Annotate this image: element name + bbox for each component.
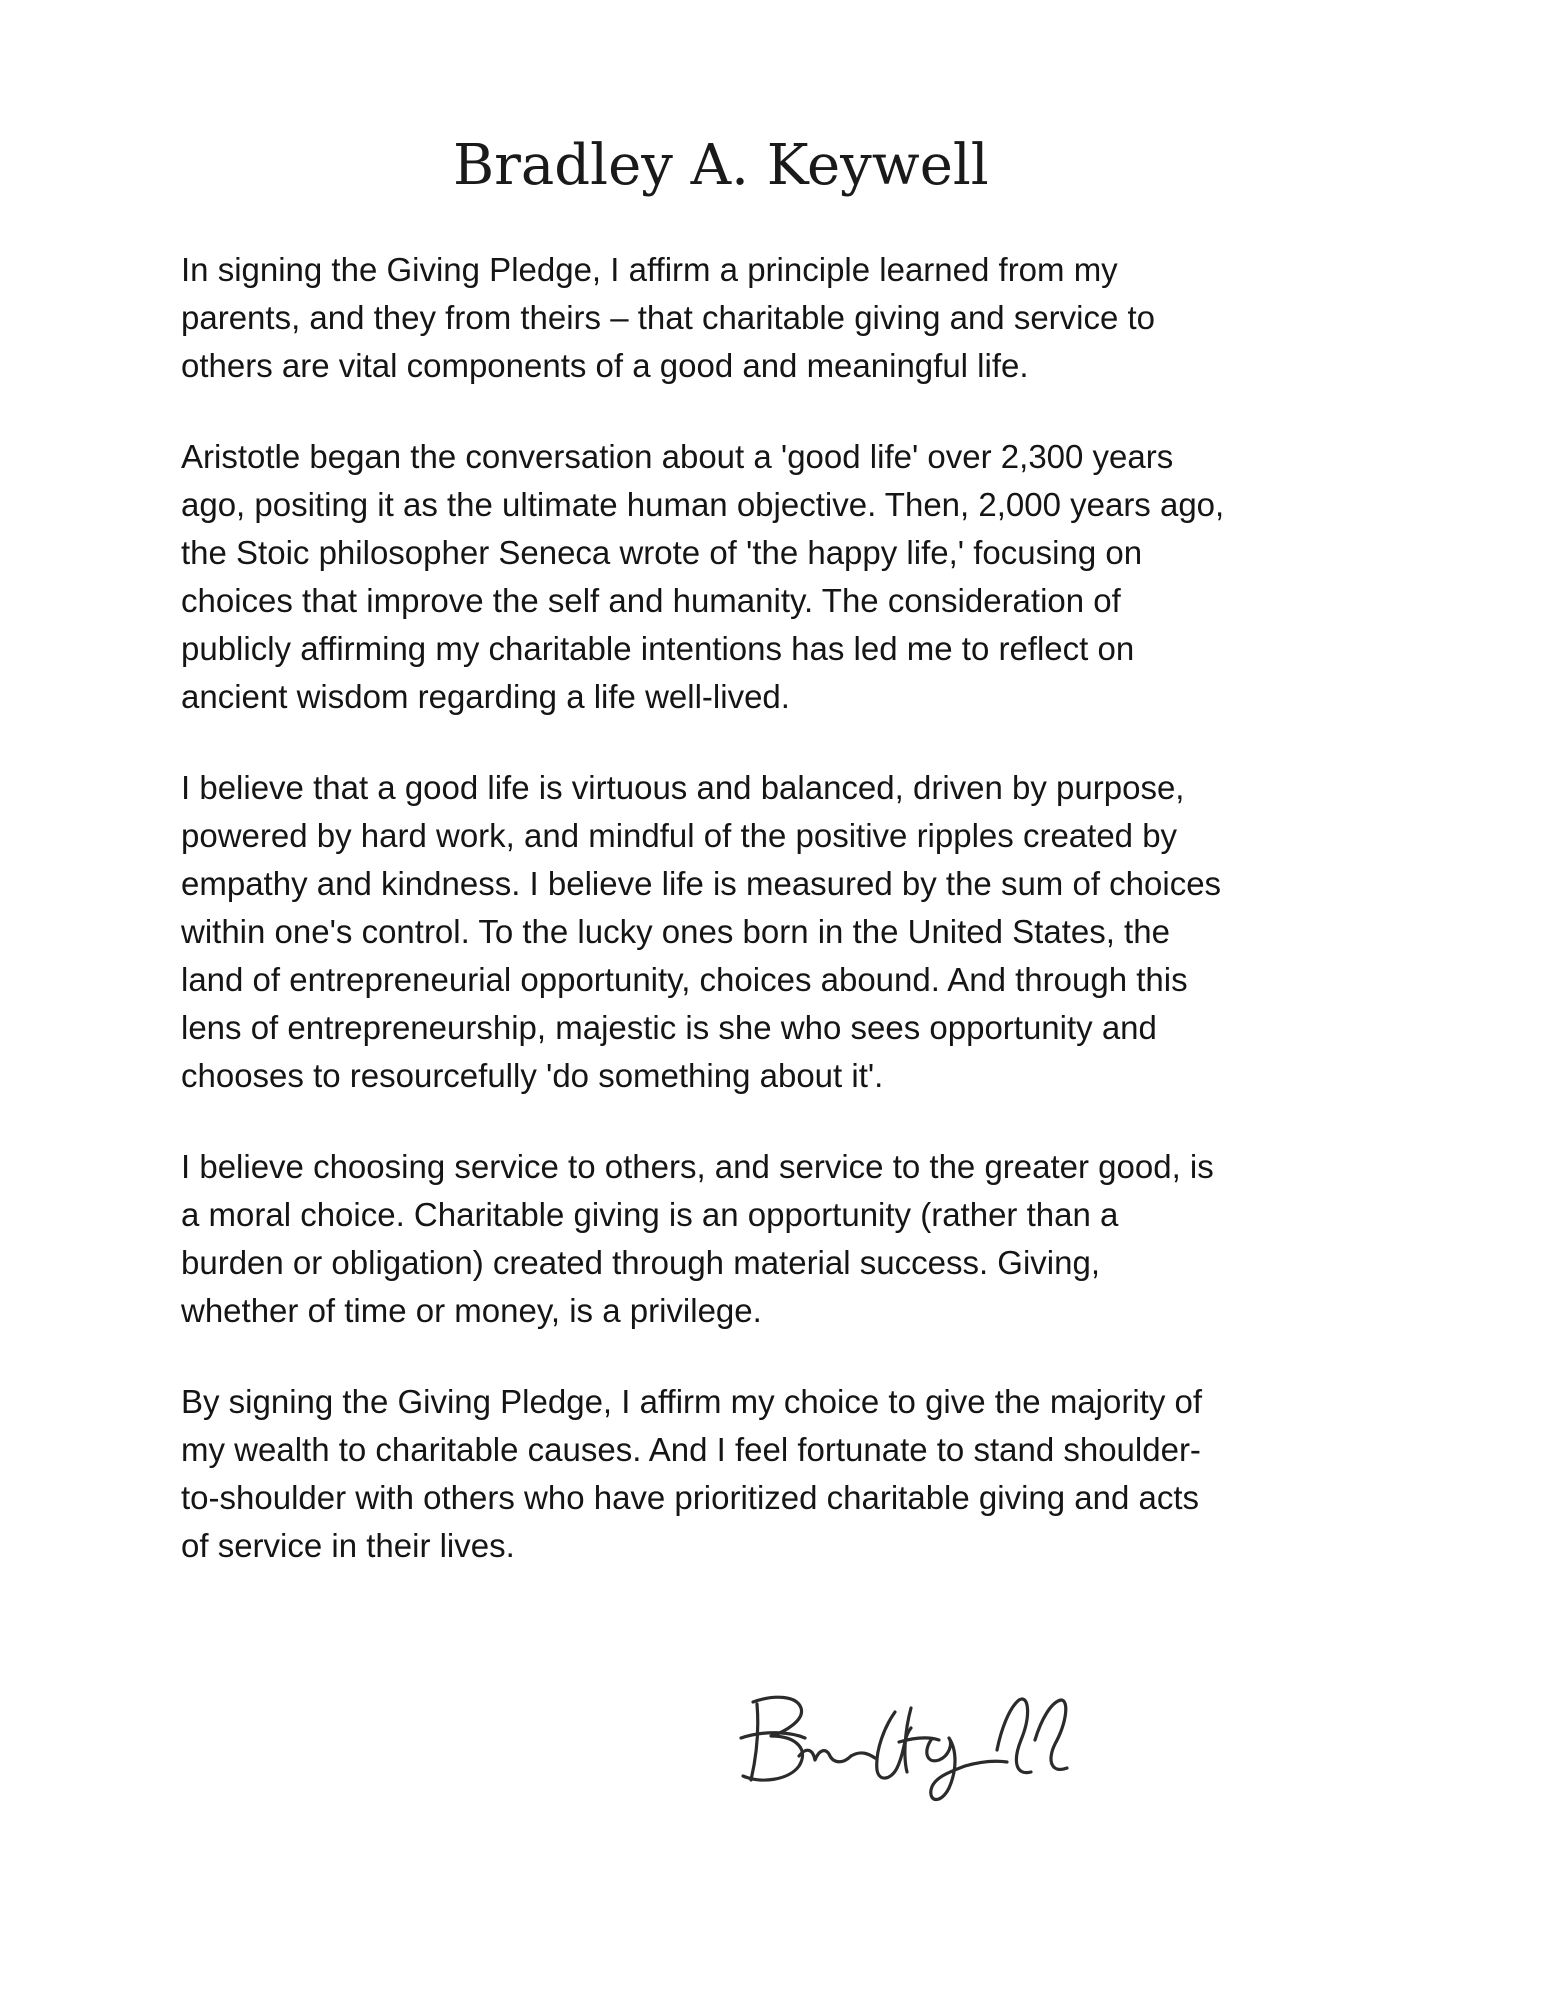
paragraph-5: By signing the Giving Pledge, I affirm my choice to give the majority of my wealth to charitable causes. And I feel fortunate to stand shoulder- to-shoulder with others who have prioritized charitable giving and acts of service in their lives. (181, 1383, 1203, 1564)
letter-body (181, 246, 1381, 1570)
signature-icon (735, 1680, 1075, 1820)
letter-title: Bradley A. Keywell (453, 133, 989, 198)
paragraph-3: I believe that a good life is virtuous and balanced, driven by purpose, powered by hard work, and mindful of the positive ripples created by empathy and kindness. I believe life is measured by the sum of choices within one's control. To the lucky ones born in the United States, the land of entrepreneurial opportunity, choices abound. And through this lens of entrepreneurship, majestic is she who sees opportunity and chooses to resourcefully 'do something about it'. (181, 769, 1222, 1094)
paragraph-1: In signing the Giving Pledge, I affirm a principle learned from my parents, and they from theirs – that charitable giving and service to others are vital components of a good and meaningful life. (181, 251, 1156, 384)
paragraph-2: Aristotle began the conversation about a 'good life' over 2,300 years ago, positing it as the ultimate human objective. Then, 2,000 years ago, the Stoic philosopher Seneca wrote of 'the happy life,' focusing on choices that improve the self and humanity. The consideration of publicly affirming my charitable intentions has led me to reflect on ancient wisdom regarding a life well-lived. (181, 438, 1225, 715)
paragraph-4: I believe choosing service to others, and service to the greater good, is a moral choice. Charitable giving is an opportunity (rather than a burden or obligation) created through material success. Giving, whether of time or money, is a privilege. (181, 1148, 1214, 1329)
